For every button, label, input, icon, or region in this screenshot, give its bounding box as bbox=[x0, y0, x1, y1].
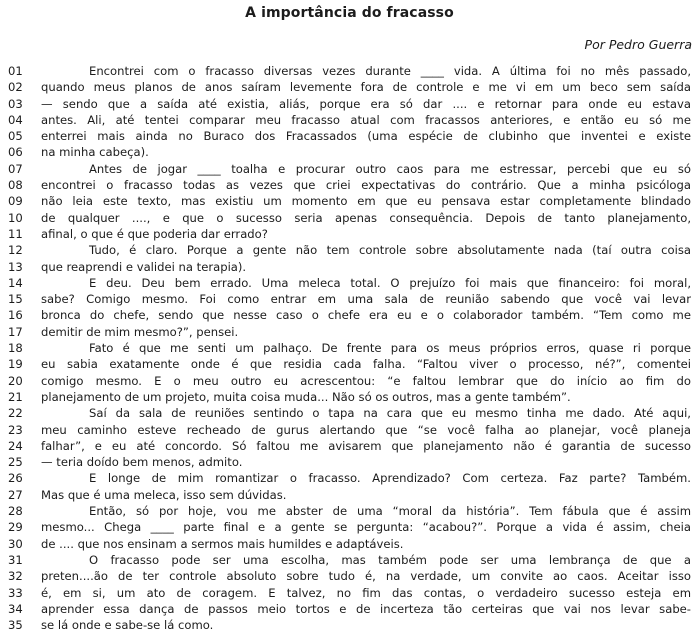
line-number: 07 bbox=[8, 161, 23, 176]
line-text: planejamento de um projeto, muita coisa muda... Não só os outros, mas a gente também”. bbox=[41, 389, 571, 404]
line-number: 26 bbox=[8, 471, 23, 486]
text-line bbox=[8, 438, 691, 454]
line-text: Encontrei com o fracasso diversas vezes durante ____ vida. A última foi no mês passado, bbox=[89, 64, 691, 78]
line-number: 18 bbox=[8, 341, 23, 356]
text-line bbox=[8, 128, 691, 144]
line-number: 27 bbox=[8, 487, 23, 502]
line-number: 23 bbox=[8, 422, 23, 437]
line-number: 03 bbox=[8, 96, 23, 111]
line-text: que reaprendi e validei na terapia). bbox=[41, 259, 247, 274]
text-line bbox=[8, 552, 691, 568]
line-text: de .... que nos ensinam a sermos mais humildes e adaptáveis. bbox=[41, 536, 404, 551]
text-line bbox=[8, 307, 691, 323]
line-number: 33 bbox=[8, 585, 23, 600]
line-text: mesmo... Chega ____ parte final e a gente se pergunta: “acabou?”. Porque a vida é assim, cheia bbox=[41, 520, 691, 535]
line-number: 25 bbox=[8, 455, 23, 470]
text-line bbox=[8, 324, 691, 340]
line-number: 29 bbox=[8, 520, 23, 535]
line-number: 35 bbox=[8, 618, 23, 633]
line-text: Saí da sala de reuniões sentindo o tapa na cara que eu mesmo tinha me dado. Até aqui, bbox=[89, 406, 691, 421]
text-line bbox=[8, 470, 691, 486]
text-line bbox=[8, 193, 691, 209]
line-number: 02 bbox=[8, 80, 23, 95]
line-text: Então, só por hoje, vou me abster de uma “moral da história”. Tem fábula que é assim bbox=[89, 504, 691, 519]
line-number: 30 bbox=[8, 536, 23, 551]
line-number: 15 bbox=[8, 292, 23, 307]
line-number: 13 bbox=[8, 259, 23, 274]
line-number: 11 bbox=[8, 226, 23, 241]
line-number: 31 bbox=[8, 552, 23, 567]
line-number: 01 bbox=[8, 64, 23, 78]
text-line bbox=[8, 226, 691, 242]
text-line bbox=[8, 177, 691, 193]
line-number: 05 bbox=[8, 129, 23, 144]
text-line bbox=[8, 210, 691, 226]
line-number: 19 bbox=[8, 357, 23, 372]
text-line bbox=[8, 487, 691, 503]
line-text: meu caminho esteve recheado de gurus alertando que “se você falha ao planejar, você planeja bbox=[41, 422, 691, 437]
line-number: 24 bbox=[8, 438, 23, 453]
line-text: Mas que é uma meleca, isso sem dúvidas. bbox=[41, 487, 287, 502]
line-number: 34 bbox=[8, 601, 23, 616]
text-line bbox=[8, 242, 691, 258]
line-text: encontrei o fracasso todas as vezes que criei expectativas do contrário. Que a minha psicóloga bbox=[41, 178, 691, 193]
line-text: na minha cabeça). bbox=[41, 145, 149, 160]
text-line bbox=[8, 405, 691, 421]
line-number: 12 bbox=[8, 243, 23, 258]
line-text: antes. Ali, até tentei comparar meu fracasso atual com fracassos anteriores, e então eu só me bbox=[41, 112, 691, 127]
text-line bbox=[8, 503, 691, 519]
text-line bbox=[8, 340, 691, 356]
line-number: 22 bbox=[8, 406, 23, 421]
line-text: demitir de mim mesmo?”, pensei. bbox=[41, 324, 239, 339]
text-line bbox=[8, 96, 691, 112]
line-text: é, em si, um ato de coragem. E talvez, no fim das contas, o verdadeiro sucesso esteja em bbox=[41, 585, 691, 600]
line-text: E deu. Deu bem errado. Uma meleca total. O prejuízo foi mais que financeiro: foi moral, bbox=[89, 275, 691, 290]
text-line bbox=[8, 161, 691, 177]
line-number: 06 bbox=[8, 145, 23, 160]
line-number: 14 bbox=[8, 275, 23, 290]
line-text: comigo mesmo. E o meu outro eu acrescentou: “e faltou lembrar que do início ao fim do bbox=[41, 373, 691, 388]
line-text: bronca do chefe, sendo que nesse caso o chefe era eu e o colaborador também. “Tem como me bbox=[41, 308, 691, 323]
text-line bbox=[8, 275, 691, 291]
line-number: 08 bbox=[8, 178, 23, 193]
line-text: — sendo que a saída até existia, aliás, porque era só dar .... e retornar para onde eu estava bbox=[41, 96, 691, 111]
text-line bbox=[8, 356, 691, 372]
text-line bbox=[8, 112, 691, 128]
text-line bbox=[8, 79, 691, 95]
text-line bbox=[8, 422, 691, 438]
text-line bbox=[8, 519, 691, 535]
line-number: 20 bbox=[8, 373, 23, 388]
line-text: O fracasso pode ser uma escolha, mas também pode ser uma lembrança de que a bbox=[89, 552, 691, 567]
text-line bbox=[8, 585, 691, 601]
text-line bbox=[8, 454, 691, 470]
line-text: Antes de jogar ____ toalha e procurar outro caos para me estressar, percebi que eu só bbox=[89, 161, 691, 176]
text-line bbox=[8, 291, 691, 307]
line-text: aprender essa dança de passos meio tortos e de incerteza tão certeiras que vai nos levar sabe- bbox=[41, 601, 691, 616]
line-number: 10 bbox=[8, 210, 23, 225]
line-text: se lá onde e sabe-se lá como. bbox=[41, 618, 214, 633]
text-line bbox=[8, 63, 691, 79]
line-number: 04 bbox=[8, 112, 23, 127]
text-line bbox=[8, 601, 691, 617]
text-line bbox=[8, 259, 691, 275]
line-text: Fato é que me senti um palhaço. De frente para os meus próprios erros, quase ri porque bbox=[89, 341, 691, 356]
text-line bbox=[8, 389, 691, 405]
text-line bbox=[8, 144, 691, 160]
line-number: 28 bbox=[8, 504, 23, 519]
line-number: 17 bbox=[8, 324, 23, 339]
line-number: 09 bbox=[8, 194, 23, 209]
line-text: — teria doído bem menos, admito. bbox=[41, 455, 243, 470]
text-line bbox=[8, 536, 691, 552]
text-line bbox=[8, 568, 691, 584]
line-text: afinal, o que é que poderia dar errado? bbox=[41, 226, 268, 241]
line-text: não leia este texto, mas existiu um momento em que eu pensava estar completamente blindado bbox=[41, 194, 691, 209]
line-text: de qualquer ...., e que o sucesso seria apenas consequência. Depois de tanto planejamento, bbox=[41, 210, 691, 225]
line-text: E longe de mim romantizar o fracasso. Aprendizado? Com certeza. Faz parte? Também. bbox=[89, 471, 691, 486]
line-number: 16 bbox=[8, 308, 23, 323]
byline: Por Pedro Guerra bbox=[584, 37, 692, 52]
text-line bbox=[8, 373, 691, 389]
line-text: falhar”, e eu até concordo. Só faltou me avisarem que planejamento não é garantia de sucesso bbox=[41, 438, 691, 453]
page-title: A importância do fracasso bbox=[245, 5, 454, 21]
line-number: 21 bbox=[8, 389, 23, 404]
line-text: eu sabia exatamente onde é que residia cada falha. “Faltou viver o processo, né?”, comentei bbox=[41, 357, 691, 372]
line-text: Tudo, é claro. Porque a gente não tem controle sobre absolutamente nada (taí outra coisa bbox=[89, 243, 691, 258]
text-body bbox=[0, 63, 699, 633]
line-number: 32 bbox=[8, 569, 23, 584]
line-text: enterrei mais ainda no Buraco dos Fracassados (uma espécie de clubinho que inventei e existe bbox=[41, 129, 691, 144]
line-text: quando meus planos de anos saíram levemente fora de controle e me vi em um beco sem saída bbox=[41, 80, 691, 95]
line-text: preten....ão de ter controle absoluto sobre tudo é, na verdade, um convite ao caos. Aceitar isso bbox=[41, 569, 691, 584]
line-text: sabe? Comigo mesmo. Foi como entrar em uma sala de reunião sabendo que você vai levar bbox=[41, 292, 691, 307]
text-line bbox=[8, 617, 691, 633]
